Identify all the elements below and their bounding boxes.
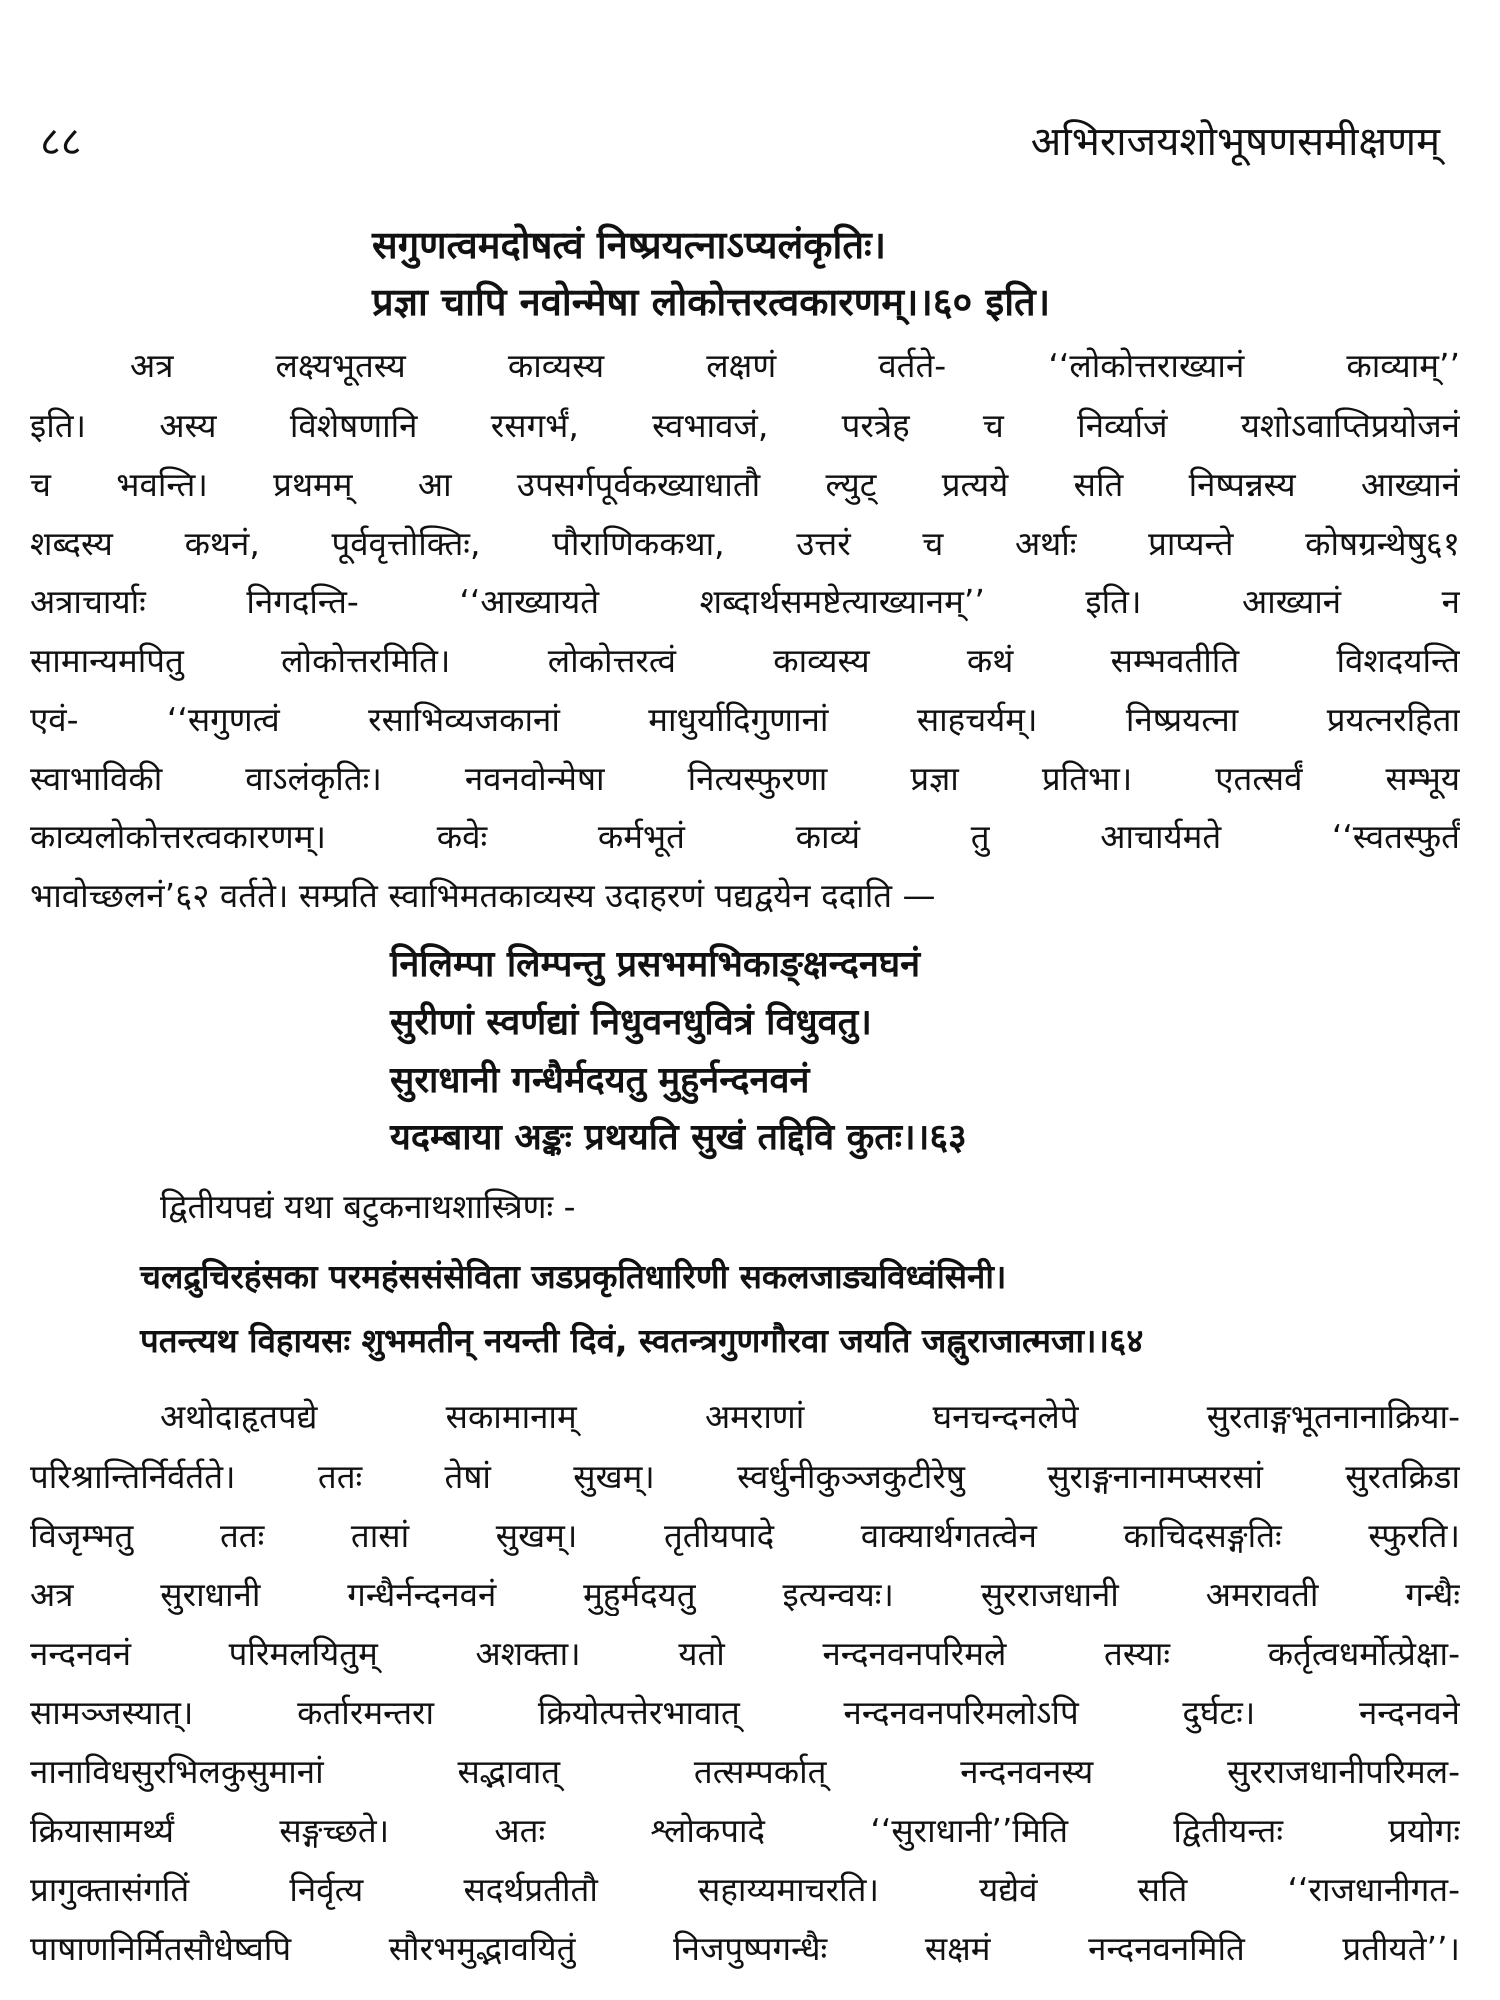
paragraph-line: अथोदाहृतपद्ये सकामानाम् अमराणां घनचन्दनलेपे सुरताङ्गभूतनानाक्रिया- bbox=[160, 1397, 1460, 1436]
verse-line: पतन्त्यथ विहायसः शुभमतीन् नयन्ती दिवं, स्वतन्त्रगुणगौरवा जयति जह्नुराजात्मजा।।६४ bbox=[140, 1321, 1144, 1360]
verse-line: निलिम्पा लिम्पन्तु प्रसभमभिकाङ्क्षन्दनघनं bbox=[390, 944, 921, 985]
paragraph-line: शब्दस्य कथनं, पूर्ववृत्तोक्तिः, पौराणिककथा, उत्तरं च अर्थाः प्राप्यन्ते कोषग्रन्थेषु६१ bbox=[30, 524, 1460, 563]
paragraph-line: प्रागुक्तासंगतिं निर्वृत्य सदर्थप्रतीतौ सहाय्यमाचरति। यद्येवं सति ‘‘राजधानीगत- bbox=[30, 1870, 1460, 1909]
paragraph-line: विजृम्भतु ततः तासां सुखम्। तृतीयपादे वाक्यार्थगतत्वेन काचिदसङ्गतिः स्फुरति। bbox=[30, 1516, 1460, 1555]
verse-line: सुराधानी गन्धैर्मदयतु मुहुर्नन्दनवनं bbox=[390, 1060, 810, 1101]
paragraph-line: सामान्यमपितु लोकोत्तरमिति। लोकोत्तरत्वं काव्यस्य कथं सम्भवतीति विशदयन्ति bbox=[30, 641, 1460, 680]
paragraph-line: नन्दनवनं परिमलयितुम् अशक्ता। यतो नन्दनवनपरिमले तस्याः कर्तृत्वधर्मोत्प्रेक्षा- bbox=[30, 1634, 1460, 1673]
paragraph-line: क्रियासामर्थ्यं सङ्गच्छते। अतः श्लोकपादे ‘‘सुराधानी’’मिति द्वितीयन्तः प्रयोगः bbox=[30, 1811, 1460, 1850]
paragraph-line: अत्राचार्याः निगदन्ति- ‘‘आख्यायते शब्दार्थसमष्टेत्याख्यानम्’’ इति। आख्यानं न bbox=[30, 582, 1460, 621]
running-title: अभिराजयशोभूषणसमीक्षणम् bbox=[1030, 119, 1440, 165]
paragraph-line: च भवन्ति। प्रथमम् आ उपसर्गपूर्वकख्याधातौ ल्युट् प्रत्यये सति निष्पन्नस्य आख्यानं bbox=[30, 465, 1460, 504]
paragraph-line: स्वाभाविकी वाऽलंकृतिः। नवनवोन्मेषा नित्यस्फुरणा प्रज्ञा प्रतिभा। एतत्सर्वं सम्भूय bbox=[30, 759, 1460, 798]
page-header bbox=[40, 112, 1440, 172]
page-number: ८८ bbox=[40, 119, 82, 165]
verse-line: चलद्रुचिरहंसका परमहंससंसेविता जडप्रकृतिधारिणी सकलजाड्यविध्वंसिनी। bbox=[140, 1257, 1007, 1296]
paragraph-line: नानाविधसुरभिलकुसुमानां सद्भावात् तत्सम्पर्कात् नन्दनवनस्य सुरराजधानीपरिमल- bbox=[30, 1752, 1460, 1791]
paragraph-line: अत्र लक्ष्यभूतस्य काव्यस्य लक्षणं वर्तते- ‘‘लोकोत्तराख्यानं काव्याम्’’ bbox=[130, 346, 1460, 385]
verse-line: सुरीणां स्वर्णद्यां निधुवनधुवित्रं विधुवतु। bbox=[390, 1002, 872, 1043]
paragraph-line: काव्यलोकोत्तरत्वकारणम्। कवेः कर्मभूतं काव्यं तु आचार्यमते ‘‘स्वतस्फुर्तं bbox=[30, 817, 1460, 856]
paragraph-line: द्वितीयपद्यं यथा बटुकनाथशास्त्रिणः - bbox=[160, 1187, 576, 1226]
paragraph-line: इति। अस्य विशेषणानि रसगर्भं, स्वभावजं, परत्रेह च निर्व्याजं यशोऽवाप्तिप्रयोजनं bbox=[30, 406, 1460, 445]
paragraph-line: एवं- ‘‘सगुणत्वं रसाभिव्यजकानां माधुर्यादिगुणानां साहचर्यम्। निष्प्रयत्ना प्रयत्नरहिता bbox=[30, 700, 1460, 739]
paragraph-line: सामञ्जस्यात्। कर्तारमन्तरा क्रियोत्पत्तेरभावात् नन्दनवनपरिमलोऽपि दुर्घटः। नन्दनवने bbox=[30, 1693, 1460, 1732]
paragraph-line: भावोच्छलनं’६२ वर्तते। सम्प्रति स्वाभिमतकाव्यस्य उदाहरणं पद्यद्वयेन ददाति — bbox=[30, 876, 936, 915]
verse-line: यदम्बाया अङ्कः प्रथयति सुखं तद्दिवि कुतः।।६३ bbox=[390, 1117, 967, 1158]
verse-line: सगुणत्वमदोषत्वं निष्प्रयत्नाऽप्यलंकृतिः। bbox=[372, 223, 887, 267]
paragraph-line: परिश्रान्तिर्निर्वर्तते। ततः तेषां सुखम्। स्वर्धुनीकुञ्जकुटीरेषु सुराङ्गनानामप्सरसां सुरतक्रिडा bbox=[30, 1457, 1460, 1496]
verse-line: प्रज्ञा चापि नवोन्मेषा लोकोत्तरत्वकारणम्।।६० इति। bbox=[372, 280, 1051, 324]
paragraph-line: पाषाणनिर्मितसौधेष्वपि सौरभमुद्भावयितुं निजपुष्पगन्धैः सक्षमं नन्दनवनमिति प्रतीयते’’। bbox=[30, 1929, 1460, 1968]
paragraph-line: अत्र सुराधानी गन्धैर्नन्दनवनं मुहुर्मदयतु इत्यन्वयः। सुरराजधानी अमरावती गन्धैः bbox=[30, 1575, 1460, 1614]
